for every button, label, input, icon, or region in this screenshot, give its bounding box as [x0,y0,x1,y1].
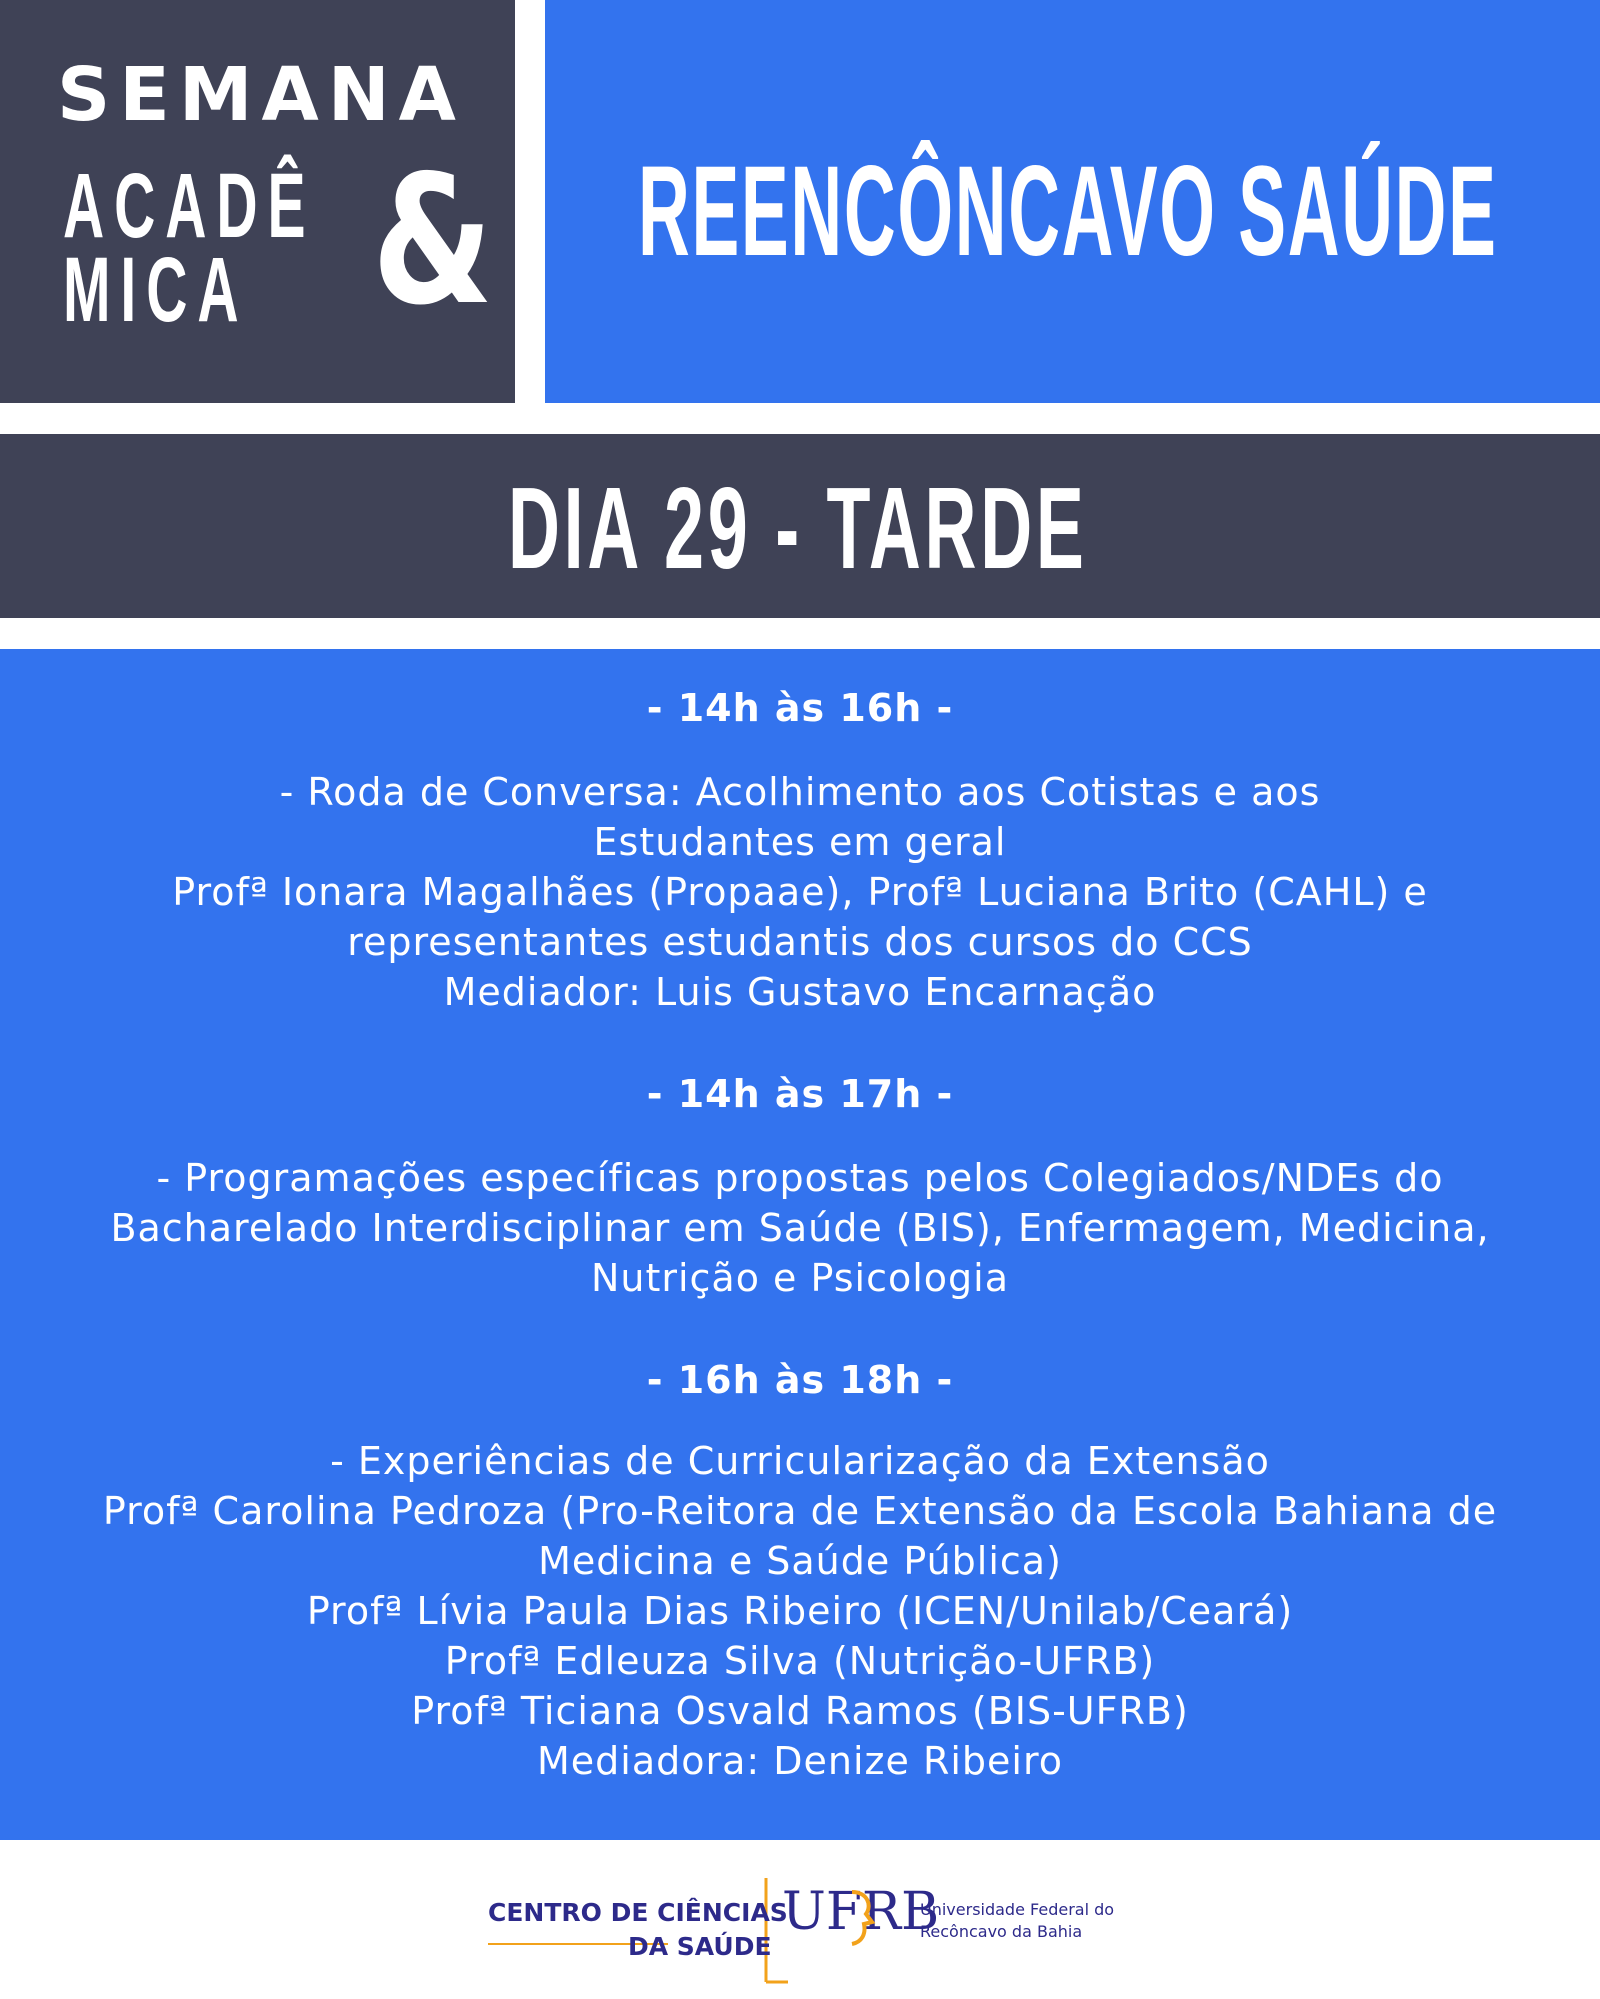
session-line: Profª Ionara Magalhães (Propaae), Profª Luciana Brito (CAHL) e [172,870,1428,914]
session-line: Profª Ticiana Osvald Ramos (BIS-UFRB) [411,1689,1189,1733]
session-line: Profª Edleuza Silva (Nutrição-UFRB) [444,1639,1156,1683]
day-title: DIA 29 - TARDE [508,463,1088,593]
session-time: - 14h às 16h - [646,686,954,730]
session-line: Medicina e Saúde Pública) [538,1539,1062,1583]
session-line: Mediador: Luis Gustavo Encarnação [443,970,1157,1014]
session-line: Profª Carolina Pedroza (Pro-Reitora de Extensão da Escola Bahiana de [102,1489,1498,1533]
header-acade: ACADÊ [63,155,316,257]
session-line: - Roda de Conversa: Acolhimento aos Cotistas e aos [279,770,1321,814]
session-details [0,1436,1600,1786]
session-details [0,1153,1600,1303]
ccs-line-2: DA SAÚDE [628,1932,772,1961]
event-title: REENCÔNCAVO SAÚDE [638,140,1498,283]
header-mica: MICA [63,239,249,341]
ufrb-profile-icon [846,1888,876,1948]
session-details [0,767,1600,1017]
session-line: Nutrição e Psicologia [590,1256,1010,1300]
header-left-panel [0,0,515,403]
session-time: - 14h às 17h - [646,1072,954,1116]
session-line: Estudantes em geral [593,820,1007,864]
session-line: Bacharelado Interdisciplinar em Saúde (BIS), Enfermagem, Medicina, [110,1206,1490,1250]
ufrb-name-line-1: Universidade Federal do [920,1900,1115,1919]
ccs-logo-frame [488,1878,788,1984]
session-line: representantes estudantis dos cursos do CCS [347,920,1253,964]
session-time: - 16h às 18h - [646,1358,954,1402]
ufrb-name-line-2: Recôncavo da Bahia [920,1922,1083,1941]
session-line: Profª Lívia Paula Dias Ribeiro (ICEN/Unilab/Ceará) [306,1589,1294,1633]
session-line: - Experiências de Curricularização da Extensão [330,1439,1270,1483]
header-ampersand: & [372,137,494,344]
session-line: - Programações específicas propostas pelos Colegiados/NDEs do [156,1156,1444,1200]
ufrb-logo [782,1882,1122,1966]
header-semana: SEMANA [57,52,465,138]
ufrb-mark: UFRB [782,1882,940,1942]
ccs-line-1: CENTRO DE CIÊNCIAS [488,1898,788,1927]
ccs-logo [488,1878,788,1984]
session-line: Mediadora: Denize Ribeiro [536,1739,1064,1783]
